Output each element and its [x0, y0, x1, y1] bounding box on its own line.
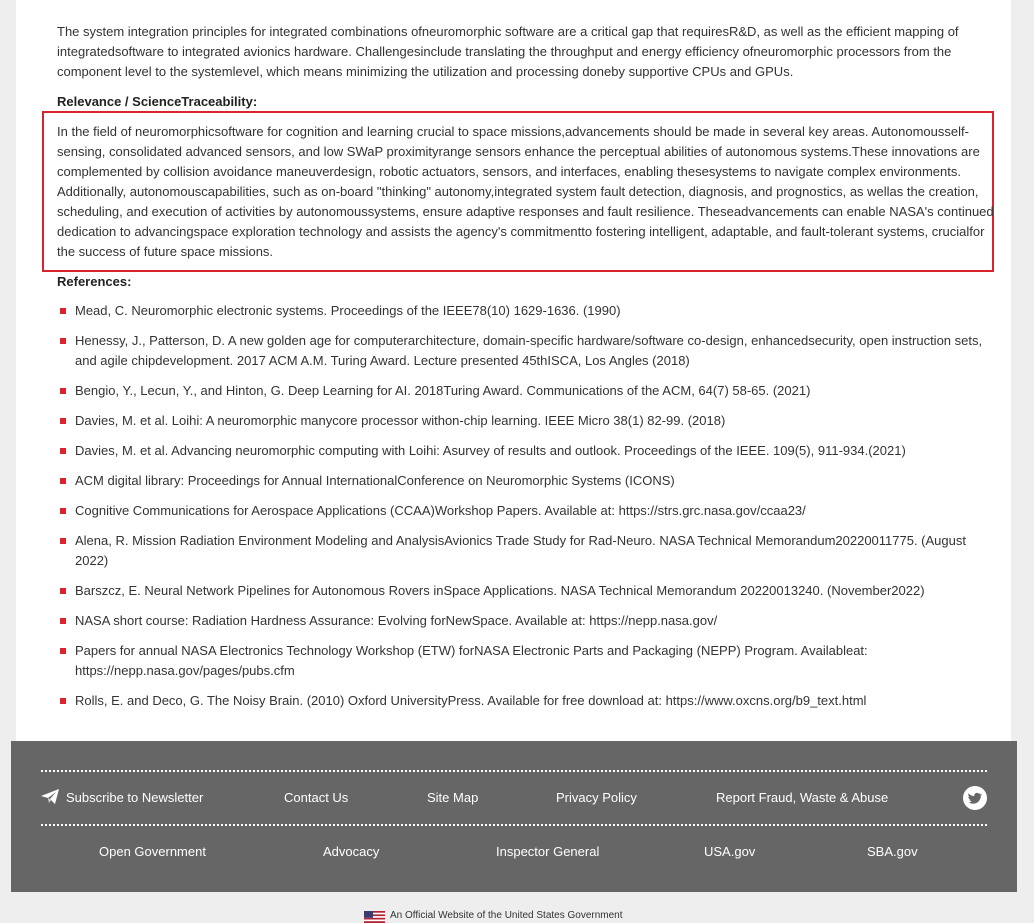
reference-item [57, 641, 1002, 681]
reference-text: Davies, M. et al. Advancing neuromorphic computing with Loihi: Asurvey of results and outlook. Proceedings of the IEEE. 109(5), 911-934.(2021) [75, 443, 906, 458]
usa-gov-link[interactable]: USA.gov [704, 844, 756, 859]
site-footer [11, 741, 1017, 892]
official-website-text: An Official Website of the United States Government [390, 910, 623, 921]
reference-item [57, 501, 1002, 521]
inspector-general-link[interactable]: Inspector General [496, 844, 600, 859]
relevance-paragraph: In the field of neuromorphicsoftware for cognition and learning crucial to space missions,advancements should be made in several key areas. Autonomousself-sensing, consolidated advanced sensors, and low SWaP proximityrange sensors enhance the perceptual abilities of autonomous systems.These innovations are complemented by collision avoidance maneuverdesign, robotic actuators, sensors, and interfaces, enabling thesesystems to navigate complex environments. Additionally, autonomouscapabilities, such as on-board "thinking" autonomy,integrated system fault detection, diagnosis, and prognostics, as wellas the creation, scheduling, and execution of activities by autonomoussystems, ensure adaptive responses and fault resilience. Theseadvancements can enable NASA's continued dedication to advancingspace exploration technology and assists the agency's commitmentto fostering intelligent, adaptable, and fault-tolerant systems, crucialfor the success of future space missions. [57, 124, 994, 259]
bullet-icon [60, 588, 66, 594]
sba-gov-link[interactable]: SBA.gov [867, 844, 918, 859]
bullet-icon [60, 338, 66, 344]
bullet-icon [60, 388, 66, 394]
reference-text: Alena, R. Mission Radiation Environment Modeling and AnalysisAvionics Trade Study for Rad-Neuro. NASA Technical Memorandum20220011775. (August 2022) [75, 533, 966, 568]
reference-text: Bengio, Y., Lecun, Y., and Hinton, G. Deep Learning for AI. 2018Turing Award. Communications of the ACM, 64(7) 58-65. (2021) [75, 383, 811, 398]
reference-text: ACM digital library: Proceedings for Annual InternationalConference on Neuromorphic Systems (ICONS) [75, 473, 675, 488]
reference-item [57, 531, 1002, 571]
paper-plane-icon [41, 789, 60, 804]
footer-row-secondary [41, 842, 987, 862]
bullet-icon [60, 418, 66, 424]
contact-us-link[interactable]: Contact Us [284, 790, 349, 805]
reference-item [57, 691, 1002, 711]
reference-text: Papers for annual NASA Electronics Technology Workshop (ETW) forNASA Electronic Parts and Packaging (NEPP) Program. Availableat: https://nepp.nasa.gov/pages/pubs.cfm [75, 643, 868, 678]
relevance-heading: Relevance / ScienceTraceability: [57, 94, 258, 109]
bullet-icon [60, 308, 66, 314]
reference-item [57, 301, 1002, 321]
references-heading: References: [57, 274, 132, 289]
content-card [16, 0, 1011, 741]
bullet-icon [60, 508, 66, 514]
footer-divider [41, 770, 987, 772]
references-list [57, 301, 1002, 721]
reference-item [57, 331, 1002, 371]
reference-text: Davies, M. et al. Loihi: A neuromorphic manycore processor withon-chip learning. IEEE Micro 38(1) 82-99. (2018) [75, 413, 726, 428]
advocacy-link[interactable]: Advocacy [323, 844, 380, 859]
privacy-policy-link[interactable]: Privacy Policy [556, 790, 637, 805]
us-flag-icon [364, 911, 385, 923]
footer-row-primary [41, 788, 987, 808]
site-map-link[interactable]: Site Map [427, 790, 479, 805]
reference-item [57, 381, 1002, 401]
bullet-icon [60, 648, 66, 654]
reference-text: Mead, C. Neuromorphic electronic systems. Proceedings of the IEEE78(10) 1629-1636. (1990) [75, 303, 621, 318]
subscribe-label: Subscribe to Newsletter [66, 790, 204, 805]
subscribe-newsletter-link[interactable] [41, 788, 203, 808]
bullet-icon [60, 698, 66, 704]
reference-item [57, 581, 1002, 601]
reference-text: Cognitive Communications for Aerospace Applications (CCAA)Workshop Papers. Available at: https://strs.grc.nasa.gov/ccaa23/ [75, 503, 806, 518]
reference-text: Barszcz, E. Neural Network Pipelines for Autonomous Rovers inSpace Applications. NASA Technical Memorandum 20220013240. (November2022) [75, 583, 925, 598]
reference-item [57, 611, 1002, 631]
official-website-banner [0, 892, 1034, 921]
reference-text: Henessy, J., Patterson, D. A new golden age for computerarchitecture, domain-specific hardware/software co-design, enhancedsecurity, open instruction sets, and agile chipdevelopment. 2017 ACM A.M. Turing Award. Lecture presented 45thISCA, Los Angles (2018) [75, 333, 983, 368]
reference-item [57, 411, 1002, 431]
bullet-icon [60, 448, 66, 454]
bullet-icon [60, 618, 66, 624]
intro-paragraph: The system integration principles for integrated combinations ofneuromorphic software are a critical gap that requiresR&D, as well as the efficient mapping of integratedsoftware to integrated avionics hardware. Challengesinclude translating the throughput and energy efficiency ofneuromorphic processors from the component level to the systemlevel, which means minimizing the utilization and processing doneby supportive CPUs and GPUs. [57, 24, 959, 79]
report-fraud-link[interactable]: Report Fraud, Waste & Abuse [716, 790, 889, 805]
reference-text: NASA short course: Radiation Hardness Assurance: Evolving forNewSpace. Available at: https://nepp.nasa.gov/ [75, 613, 718, 628]
bullet-icon [60, 478, 66, 484]
reference-text: Rolls, E. and Deco, G. The Noisy Brain. (2010) Oxford UniversityPress. Available for free download at: https://www.oxcns.org/b9_text.html [75, 693, 867, 708]
twitter-icon[interactable] [963, 786, 987, 810]
open-government-link[interactable]: Open Government [99, 844, 206, 859]
footer-divider [41, 824, 987, 826]
reference-item [57, 441, 1002, 461]
reference-item [57, 471, 1002, 491]
bullet-icon [60, 538, 66, 544]
